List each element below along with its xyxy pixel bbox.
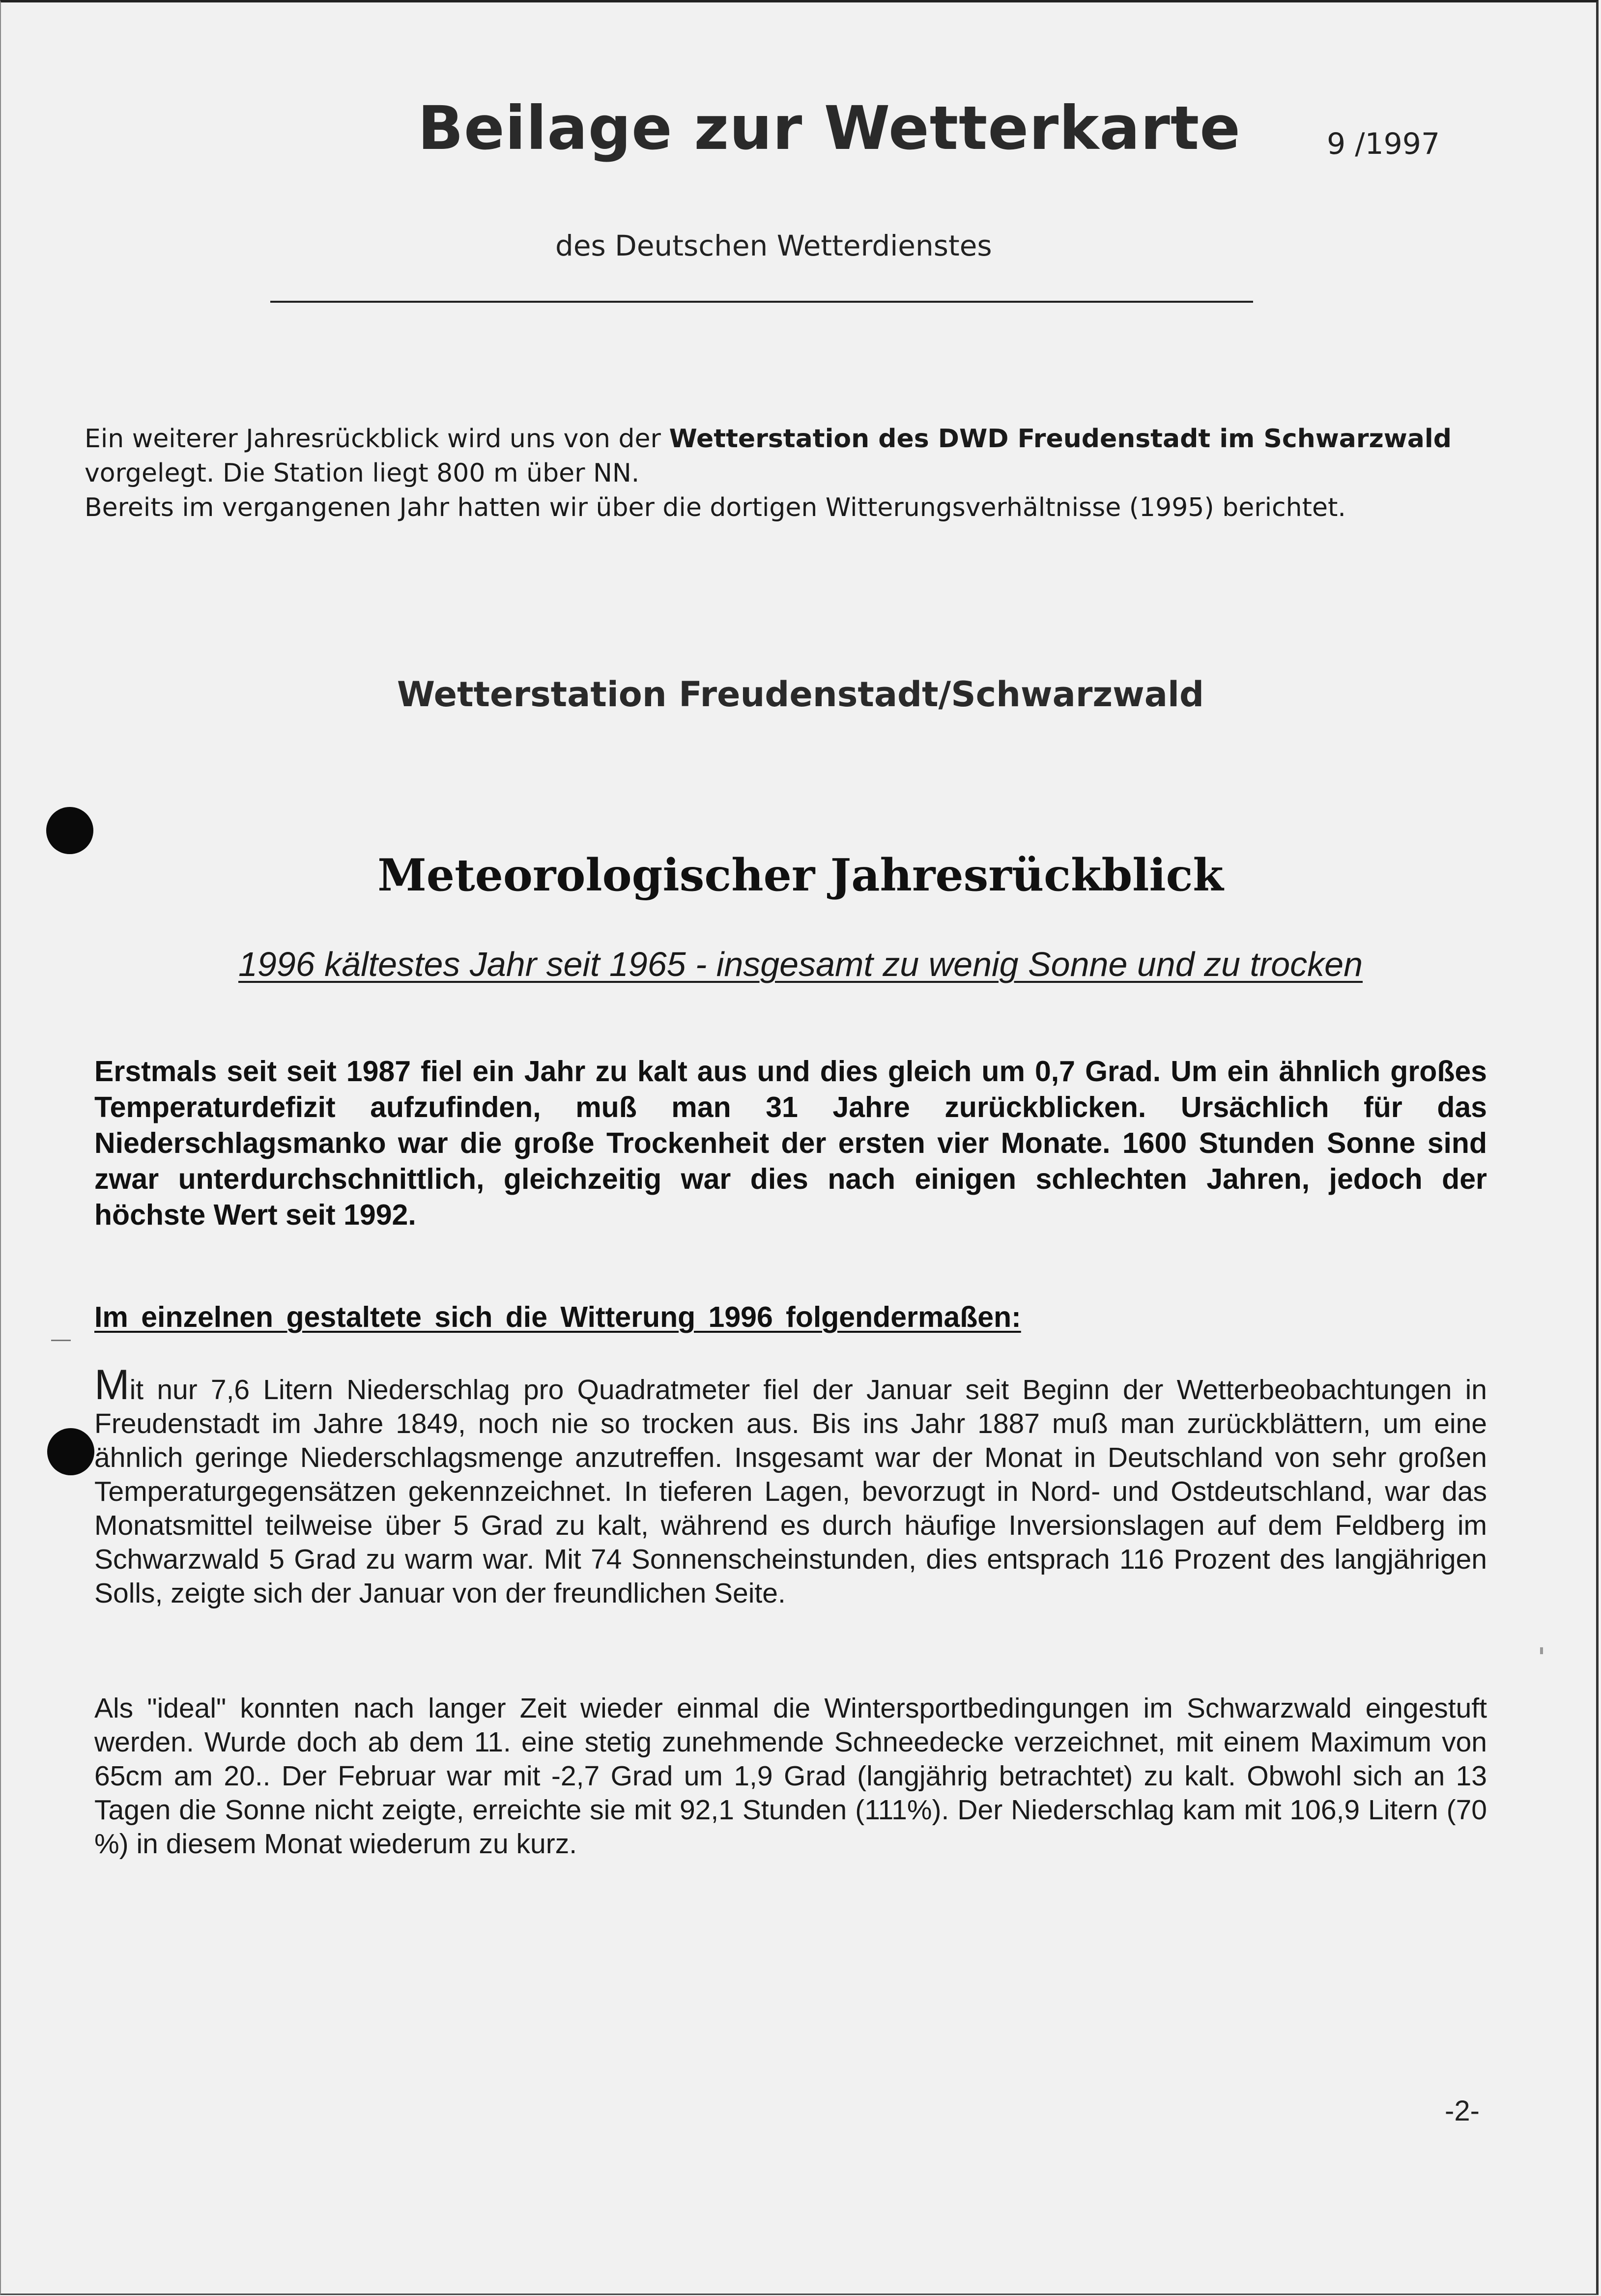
intro-line-3: Bereits im vergangenen Jahr hatten wir über die dortigen Witterungsverhältnisse (1995) berichtet. (85, 493, 1346, 522)
page-number: -2- (1445, 2095, 1480, 2127)
intro-line-1 (85, 422, 1519, 456)
drop-cap: M (94, 1361, 130, 1408)
punch-hole-mark-top (46, 807, 93, 854)
intro-paragraph (85, 422, 1519, 525)
header-divider (270, 301, 1253, 303)
document-title: Beilage zur Wetterkarte (418, 93, 1241, 163)
article-heading: Meteorologischer Jahresrückblick (377, 849, 1224, 901)
station-title: Wetterstation Freudenstadt/Schwarzwald (397, 674, 1204, 715)
margin-mark (51, 1340, 71, 1341)
document-subtitle: des Deutschen Wetterdienstes (555, 229, 992, 262)
paragraph-february: Als "ideal" konnten nach langer Zeit wieder einmal die Wintersportbedingungen im Schwarzwald eingestuft werden. Wurde doch ab dem 11. eine stetig zunehmende Schneedecke verzeichnet, mit einem Maximum von 65cm am 20.. Der Februar war mit -2,7 Grad um 1,9 Grad (langjährig betrachtet) zu kalt. Obwohl sich an 13 Tagen die Sonne nicht zeigte, erreichte sie mit 92,1 Stunden (111%). Der Niederschlag kam mit 106,9 Litern (70 %) in diesem Monat wiederum zu kurz. (94, 1693, 1487, 1860)
punch-hole-mark-bottom (47, 1428, 94, 1475)
intro-line-2: vorgelegt. Die Station liegt 800 m über NN. (85, 459, 640, 488)
article-subheading: 1996 kältestes Jahr seit 1965 - insgesamt zu wenig Sonne und zu trocken (238, 945, 1363, 983)
margin-tick (1540, 1647, 1543, 1654)
intro-station-name: Wetterstation des DWD Freudenstadt im Schwarzwald (669, 424, 1452, 454)
intro-line-1-text: Ein weiterer Jahresrückblick wird uns von der (85, 424, 669, 454)
section-heading: Im einzelnen gestaltete sich die Witterung 1996 folgendermaßen: (94, 1301, 1021, 1333)
issue-number: 9 /1997 (1327, 127, 1440, 161)
article-summary: Erstmals seit seit 1987 fiel ein Jahr zu kalt aus und dies gleich um 0,7 Grad. Um ein ähnlich großes Temperaturdefizit aufzufinden, muß man 31 Jahre zurückblicken. Ursächlich für das Niederschlagsmanko war die große Trockenheit der ersten vier Monate. 1600 Stunden Sonne sind zwar unterdurchschnittlich, gleichzeitig war dies nach einigen schlechten Jahren, jedoch der höchste Wert seit 1992. (94, 1055, 1487, 1231)
paragraph-january-text: it nur 7,6 Litern Niederschlag pro Quadratmeter fiel der Januar seit Beginn der Wetterbeobachtungen in Freudenstadt im Jahre 1849, noch nie so trocken aus. Bis ins Jahr 1887 muß man zurückblättern, um eine ähnlich geringe Niederschlagsmenge anzutreffen. Insgesamt war der Monat in Deutschland von sehr großen Temperaturgegensätzen gekennzeichnet. In tieferen Lagen, bevorzugt in Nord- und Ostdeutschland, war das Monatsmittel teilweise über 5 Grad zu kalt, während es durch häufige Inversionslagen auf dem Feldberg im Schwarzwald 5 Grad zu warm war. Mit 74 Sonnenscheinstunden, dies entsprach 116 Prozent des langjährigen Solls, zeigte sich der Januar von der freundlichen Seite. (94, 1374, 1487, 1609)
paragraph-january (94, 1361, 1487, 1610)
